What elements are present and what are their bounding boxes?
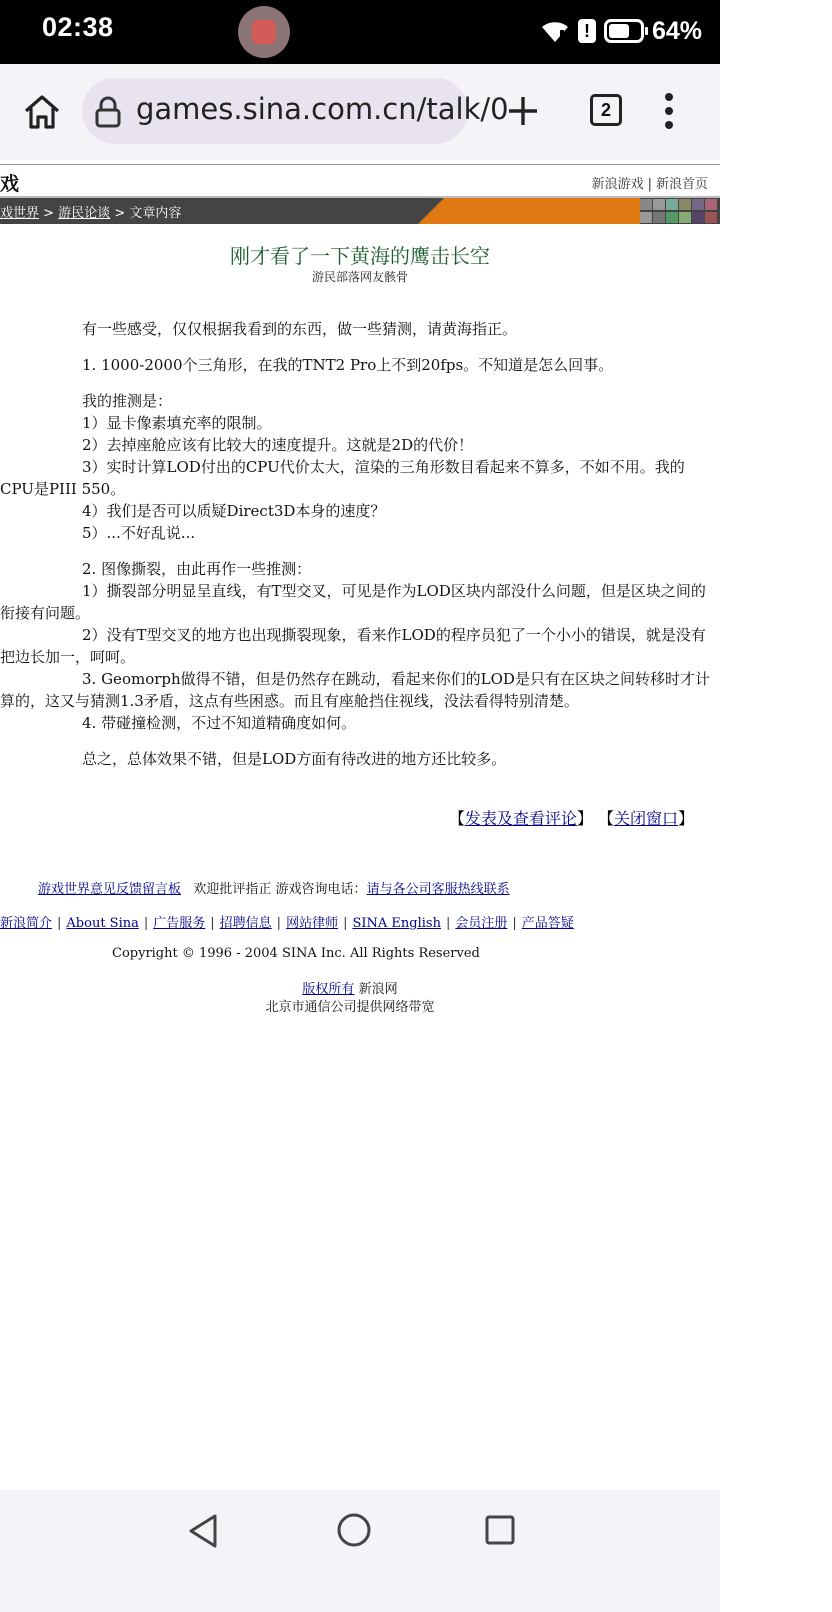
guess-item: 2）去掉座舱应该有比较大的速度提升。这就是2D的代价！	[82, 436, 474, 454]
footer-link-about-sina[interactable]: About Sina	[66, 916, 139, 931]
article-point-2: 2. 图像撕裂，由此再作一些推测：	[82, 560, 312, 578]
footer-link-ads[interactable]: 广告服务	[153, 916, 206, 931]
home-icon[interactable]	[22, 92, 62, 132]
feedback-text: 欢迎批评指正 游戏咨询电话：	[193, 882, 367, 897]
breadcrumb-forum[interactable]: 游民论谈	[58, 206, 111, 221]
footer-link-register[interactable]: 会员注册	[455, 916, 508, 931]
battery-percent: 64%	[651, 16, 702, 45]
article-title: 刚才看了一下黄海的鹰击长空	[230, 244, 490, 268]
alert-icon: !	[578, 19, 596, 43]
top-links: 新浪游戏 | 新浪首页	[591, 177, 708, 192]
footer-link-english[interactable]: SINA English	[352, 916, 441, 931]
site-logo[interactable]: 戏	[0, 173, 20, 195]
copyright: Copyright © 1996 - 2004 SINA Inc. All Rights Reserved	[112, 946, 480, 961]
footer-feedback	[38, 878, 758, 897]
breadcrumb: 戏世界 > 游民论谈 > 文章内容	[0, 206, 182, 221]
feedback-board-link[interactable]: 游戏世界意见反馈留言板	[38, 882, 182, 897]
rights-link[interactable]: 版权所有	[302, 982, 355, 997]
wifi-icon	[540, 18, 570, 44]
point2-item: 1）撕裂部分明显呈直线，有T型交叉，可见是作为LOD区块内部没什么问题，但是区块之间的衔接有问题。	[0, 582, 706, 622]
header-accent-bar	[418, 198, 640, 224]
guess-item: 3）实时计算LOD付出的CPU代价太大，渲染的三角形数目看起来不算多，不如不用。我的CPU是PIII 550。	[0, 458, 685, 498]
tab-switcher-button[interactable]: 2	[590, 94, 622, 126]
guess-item: 5）...不好乱说...	[82, 524, 196, 542]
breadcrumb-current: 文章内容	[129, 206, 182, 221]
close-window-link[interactable]: 关闭窗口	[613, 809, 678, 828]
address-bar[interactable]	[82, 78, 509, 144]
hotline-link[interactable]: 请与各公司客服热线联系	[366, 882, 510, 897]
toplink-sina-home[interactable]: 新浪首页	[655, 177, 708, 192]
browser-toolbar	[0, 64, 720, 160]
point2-item: 4. 带碰撞检测，不过不知道精确度如何。	[82, 714, 357, 732]
bandwidth-note: 北京市通信公司提供网络带宽	[265, 1000, 435, 1015]
point2-item: 2）没有T型交叉的地方也出现撕裂现象，看来作LOD的程序员犯了一个小小的错误，就是没有把边长加一，呵呵。	[0, 626, 706, 666]
site-header	[0, 164, 720, 195]
guess-item: 4）我们是否可以质疑Direct3D本身的速度？	[82, 502, 386, 520]
footer-links: 新浪简介 | About Sina | 广告服务 | 招聘信息 | 网站律师 | SINA English | 会员注册 | 产品答疑	[0, 916, 574, 931]
article-body	[0, 318, 714, 770]
url-text[interactable]: games.sina.com.cn/talk/0	[136, 92, 509, 126]
guess-heading: 我的推测是：	[82, 392, 173, 410]
footer-link-about[interactable]: 新浪简介	[0, 916, 53, 931]
article-point-1: 1. 1000-2000个三角形，在我的TNT2 Pro上不到20fps。不知道是怎么回事。	[82, 356, 614, 374]
status-icons	[540, 14, 702, 48]
breadcrumb-game-world[interactable]: 戏世界	[0, 206, 40, 221]
rights-line: 版权所有 新浪网	[302, 982, 398, 997]
article-author: 游民部落网友骸骨	[311, 270, 408, 284]
more-menu-icon[interactable]	[664, 92, 674, 130]
recents-icon[interactable]	[484, 1514, 516, 1546]
lock-icon[interactable]	[94, 96, 122, 128]
back-icon[interactable]	[186, 1512, 220, 1550]
status-time: 02:38	[42, 12, 114, 42]
footer-link-faq[interactable]: 产品答疑	[521, 916, 574, 931]
article-conclusion: 总之，总体效果不错，但是LOD方面有待改进的地方还比较多。	[82, 750, 507, 768]
system-nav-bar	[0, 1490, 720, 1612]
home-nav-icon[interactable]	[336, 1512, 372, 1548]
guess-item: 1）显卡像素填充率的限制。	[82, 414, 272, 432]
color-swatches	[640, 199, 720, 223]
battery-icon	[604, 19, 644, 43]
article-intro: 有一些感受，仅仅根据我看到的东西，做一些猜测，请黄海指正。	[82, 320, 518, 338]
comment-link[interactable]: 发表及查看评论	[464, 809, 577, 828]
site-navbar	[0, 196, 720, 224]
article-actions: 【发表及查看评论】 【关闭窗口】	[448, 809, 694, 828]
toplink-sina-games[interactable]: 新浪游戏	[591, 177, 644, 192]
new-tab-icon[interactable]	[506, 94, 540, 128]
notification-app-icon	[238, 6, 290, 58]
footer-link-lawyer[interactable]: 网站律师	[286, 916, 339, 931]
footer-link-jobs[interactable]: 招聘信息	[219, 916, 272, 931]
status-bar	[0, 0, 720, 64]
point2-item: 3. Geomorph做得不错，但是仍然存在跳动，看起来你们的LOD是只有在区块之间转移时才计算的，这又与猜测1.3矛盾，这点有些困惑。而且有座舱挡住视线，没法看得特别清楚。	[0, 670, 710, 710]
